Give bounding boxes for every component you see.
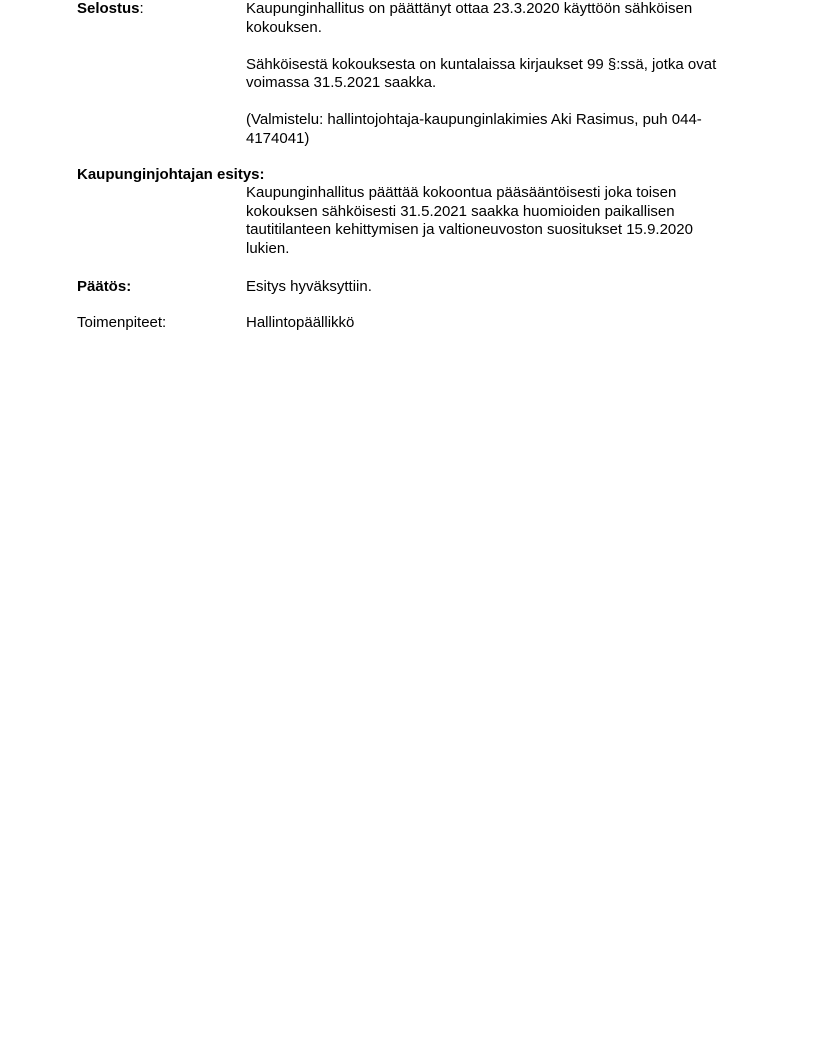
esitys-label: Kaupunginjohtajan esitys: (77, 166, 265, 183)
esitys-text: Kaupunginhallitus päättää kokoontua pääsääntöisesti joka toisen kokouksen sähköisesti 31.5.2021 saakka huomioiden paikallisen tautitilanteen kehittymisen ja valtioneuvoston suositukset 15.9.2020 lukien. (246, 184, 693, 257)
selostus-label-colon: : (139, 0, 144, 17)
esitys-content (246, 184, 736, 258)
paatos-label: Päätös: (77, 278, 132, 295)
selostus-content (246, 0, 736, 148)
toimenpiteet-content (246, 314, 736, 333)
selostus-label (77, 0, 144, 19)
selostus-paragraph: (Valmistelu: hallintojohtaja-kaupunginlakimies Aki Rasimus, puh 044-4174041) (246, 111, 702, 147)
selostus-label-text: Selostus (77, 0, 140, 17)
paatos-text: Esitys hyväksyttiin. (246, 278, 372, 295)
toimenpiteet-text: Hallintopäällikkö (246, 314, 355, 331)
selostus-paragraph: Kaupunginhallitus on päättänyt ottaa 23.3.2020 käyttöön sähköisen kokouksen. (246, 0, 693, 36)
paatos-content (246, 278, 736, 297)
selostus-paragraph: Sähköisestä kokouksesta on kuntalaissa kirjaukset 99 §:ssä, jotka ovat voimassa 31.5.2021 saakka. (246, 55, 717, 91)
toimenpiteet-label: Toimenpiteet: (77, 314, 167, 331)
